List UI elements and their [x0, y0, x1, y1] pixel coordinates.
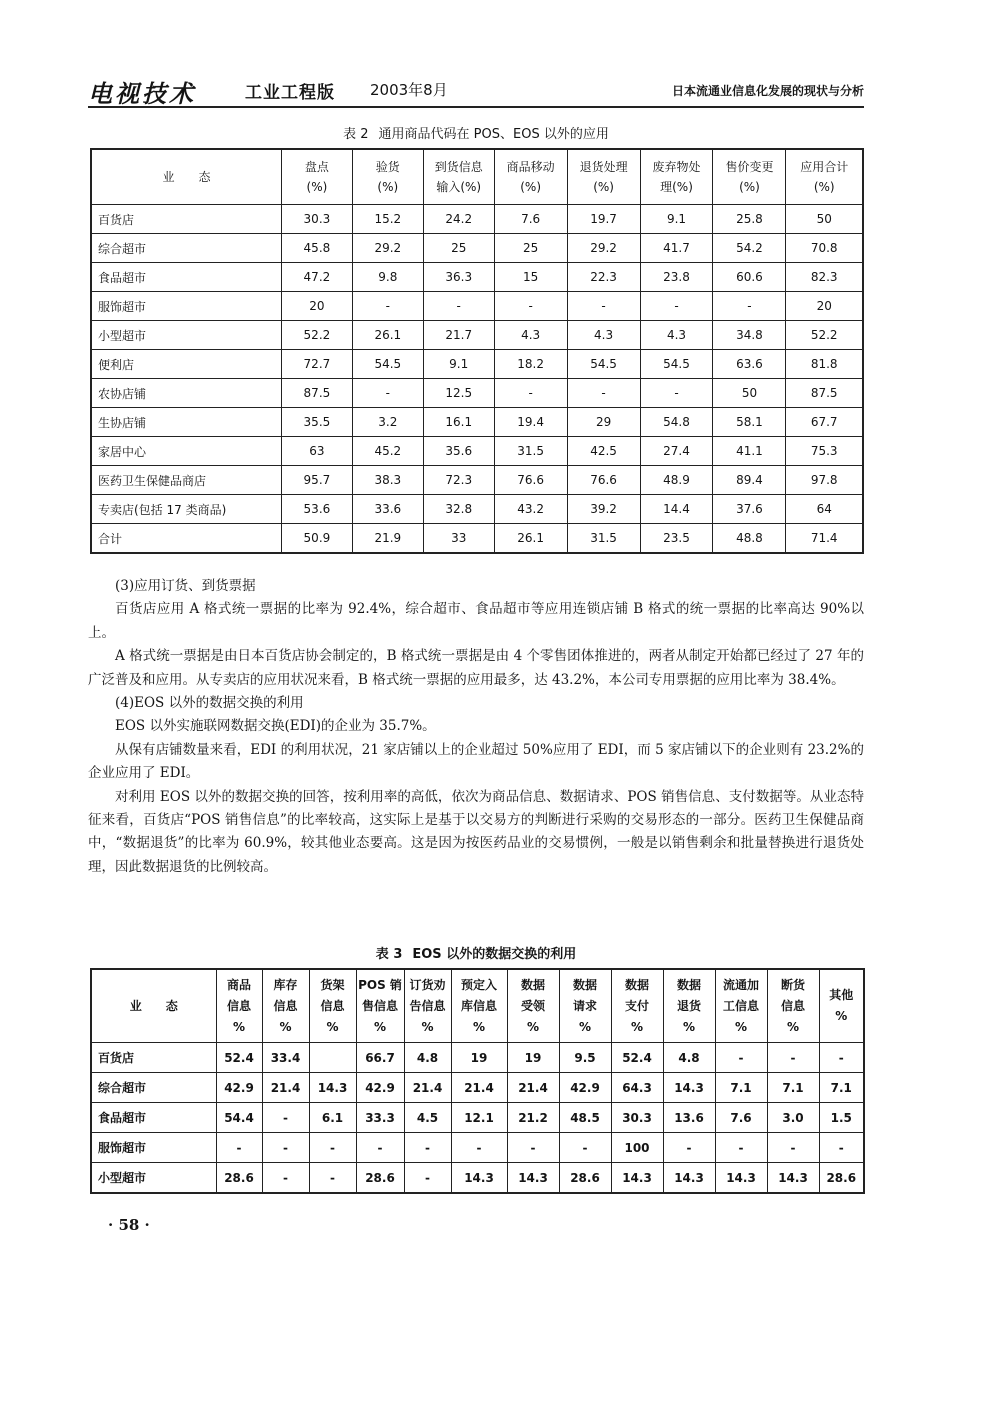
table3-cell: - [262, 1103, 309, 1133]
header-rule [88, 106, 864, 108]
table2-cell: 38.3 [352, 466, 423, 495]
body-paragraph: (3)应用订货、到货票据 [115, 578, 256, 594]
table2-col-header-line: (%) [593, 180, 614, 194]
table3-cell: 52.4 [611, 1043, 663, 1073]
table3-row-label: 服饰超市 [91, 1133, 216, 1163]
table3-col-header-line: POS 销 [358, 977, 402, 992]
table2-cell: 75.3 [786, 437, 863, 466]
table3-col-header-line: 信息 [226, 998, 251, 1013]
table3-col-header [216, 969, 262, 1043]
table3-cell: 14.3 [507, 1163, 559, 1194]
table3-col-header [819, 969, 864, 1043]
table2-row-label: 百货店 [91, 205, 281, 234]
table3-cell: - [262, 1133, 309, 1163]
body-paragraph: EOS 以外实施联网数据交换(EDI)的企业为 35.7%。 [115, 718, 436, 735]
table3-col-header-line: 数据 [520, 977, 545, 992]
table3-cell: - [451, 1133, 507, 1163]
table3-cell: 12.1 [451, 1103, 507, 1133]
table3-cell: 14.3 [663, 1163, 715, 1194]
table2-col-header [281, 149, 352, 205]
table2-cell: 20 [281, 292, 352, 321]
table3-cell: - [663, 1133, 715, 1163]
table3-col-header-line: 库存 [273, 977, 298, 992]
table3-col-header [715, 969, 767, 1043]
table3-row [91, 1163, 864, 1194]
table2-cell: 89.4 [713, 466, 786, 495]
table3-cell: 14.3 [309, 1073, 356, 1103]
table2-cell: 87.5 [281, 379, 352, 408]
table2-cell: 54.8 [640, 408, 713, 437]
table3-cell: 21.4 [262, 1073, 309, 1103]
table2-cell: 19.7 [567, 205, 640, 234]
table2-cell: 4.3 [567, 321, 640, 350]
table2-cell: 67.7 [786, 408, 863, 437]
table3-col-header-line: 数据 [676, 977, 701, 992]
running-header [88, 74, 864, 106]
table2-number: 表 2 [343, 127, 369, 142]
table2-cell: 29 [567, 408, 640, 437]
table2-cell: 76.6 [494, 466, 567, 495]
table3-col-header-line: 信息 [320, 998, 345, 1013]
table2-cell: 54.2 [713, 234, 786, 263]
table2-cell: 3.2 [352, 408, 423, 437]
table3-col-header-line: 其他 [829, 988, 854, 1002]
table2-cell: 9.8 [352, 263, 423, 292]
table3-col-header-line: % [786, 1019, 800, 1034]
table2-cell: 72.3 [423, 466, 494, 495]
table2-row-label: 便利店 [91, 350, 281, 379]
table3-row [91, 1073, 864, 1103]
table3-cell: - [262, 1163, 309, 1194]
table3-col-header [309, 969, 356, 1043]
table3-cell: 7.6 [715, 1103, 767, 1133]
table3-caption [88, 943, 864, 962]
table2-row [91, 350, 863, 379]
table3-col-header-line: % [232, 1019, 246, 1034]
table2-cell: 12.5 [423, 379, 494, 408]
table3-cell: 4.8 [404, 1043, 451, 1073]
table2-row [91, 437, 863, 466]
table3-row [91, 1103, 864, 1133]
table3-cell: - [404, 1133, 451, 1163]
table2-row [91, 495, 863, 524]
table3-cell: 14.3 [451, 1163, 507, 1194]
article-title: 日本流通业信息化发展的现状与分析 [671, 84, 864, 98]
table2-col-header-line: 输入(%) [436, 180, 482, 194]
table2-cell: - [567, 292, 640, 321]
table2-cell: 48.8 [713, 524, 786, 554]
table3-col-header-line: % [526, 1019, 540, 1034]
table2-col-header-line: (%) [520, 180, 542, 194]
table2-cell: 24.2 [423, 205, 494, 234]
table3-cell: 28.6 [819, 1163, 864, 1194]
table3-title: EOS 以外的数据交换的利用 [412, 947, 577, 962]
table3-cell: 21.4 [451, 1073, 507, 1103]
table3-col-header-line: % [472, 1019, 486, 1034]
table2-cell: 41.7 [640, 234, 713, 263]
table2-caption [88, 123, 864, 142]
table2-row [91, 466, 863, 495]
table3-cell: 48.5 [559, 1103, 611, 1133]
table3-cell: - [404, 1163, 451, 1194]
table2-cell: 87.5 [786, 379, 863, 408]
table2-cell: 29.2 [352, 234, 423, 263]
table3-col-header-line: 数据 [624, 977, 649, 992]
table2-cell: - [352, 379, 423, 408]
table2-cell: 19.4 [494, 408, 567, 437]
table3-cell: 9.5 [559, 1043, 611, 1073]
table3-cell [309, 1043, 356, 1073]
table3-col-header-line: 告信息 [409, 998, 446, 1013]
table3-col-header-line: 订货劝 [409, 977, 446, 992]
table3-col-header-line: % [734, 1019, 748, 1034]
table2-cell: 58.1 [713, 408, 786, 437]
table2-cell: 33 [423, 524, 494, 554]
table2-row [91, 379, 863, 408]
table2-cell: 29.2 [567, 234, 640, 263]
table2-cell: 4.3 [640, 321, 713, 350]
table2-cell: 20 [786, 292, 863, 321]
table2-col-header [352, 149, 423, 205]
table3-corner: 业 态 [91, 969, 216, 1043]
table2-cell: 50 [786, 205, 863, 234]
body-paragraph: 从保有店铺数量来看，EDI 的利用状况，21 家店铺以上的企业超过 50%应用了 EDI，而 5 家店铺以下的企业则有 23.2%的企业应用了 EDI。 [88, 741, 864, 782]
table2-col-header-line: 应用合计 [800, 160, 849, 174]
table2-row-label: 综合超市 [91, 234, 281, 263]
table2-cell: 35.6 [423, 437, 494, 466]
table2-cell: - [640, 379, 713, 408]
table2-col-header [713, 149, 786, 205]
table2-col-header [423, 149, 494, 205]
table2-cell: 48.9 [640, 466, 713, 495]
table2-col-header-line: (%) [813, 180, 835, 194]
table3-row [91, 1043, 864, 1073]
table3-cell: - [819, 1043, 864, 1073]
table2-cell: 63 [281, 437, 352, 466]
table2-cell: 21.9 [352, 524, 423, 554]
table3-col-header [451, 969, 507, 1043]
body-paragraph: 对利用 EOS 以外的数据交换的回答，按利用率的高低，依次为商品信息、数据请求、POS 销售信息、支付数据等。从业态特征来看，百货店“POS 销售信息”的比率较高，这实际上是基于以交易方的判断进行采购的交易形态的一部分。医药卫生保健品商中，“数据退货”的比率为 60.9%，较其他业态要高。这是因为按医药品业的交易惯例，一般是以销售剩余和批量替换进行退货处理，因此数据退货的比例较高。 [88, 788, 864, 875]
issue-date: 2003年8月 [370, 81, 448, 99]
table3-cell: 14.3 [663, 1073, 715, 1103]
table3-cell: 14.3 [611, 1163, 663, 1194]
table3-col-header-line: 请求 [572, 998, 597, 1013]
journal-edition: 工业工程版 [245, 83, 335, 103]
table3-cell: 64.3 [611, 1073, 663, 1103]
table3-cell: 100 [611, 1133, 663, 1163]
table2-cell: 21.7 [423, 321, 494, 350]
table2-row-label: 小型超市 [91, 321, 281, 350]
table3-cell: 4.8 [663, 1043, 715, 1073]
table2-col-header-line: 理(%) [660, 180, 693, 194]
table3-cell: 6.1 [309, 1103, 356, 1133]
table3-row-label: 小型超市 [91, 1163, 216, 1194]
table2-row [91, 263, 863, 292]
table2-cell: 9.1 [423, 350, 494, 379]
table3-cell: 1.5 [819, 1103, 864, 1133]
table3-col-header [611, 969, 663, 1043]
table2-cell: 35.5 [281, 408, 352, 437]
table2-col-header-line: (%) [739, 180, 760, 194]
table2-cell: 25 [423, 234, 494, 263]
table3-cell: - [819, 1133, 864, 1163]
table3-cell: 28.6 [559, 1163, 611, 1194]
body-paragraph: (4)EOS 以外的数据交换的利用 [115, 695, 304, 712]
table2-col-header [494, 149, 567, 205]
table2-cell: 60.6 [713, 263, 786, 292]
journal-name: 电视技术 [88, 79, 196, 108]
table2 [90, 148, 864, 554]
table2-col-header-line: 废弃物处 [652, 160, 701, 174]
table3-col-header [663, 969, 715, 1043]
table2-row [91, 408, 863, 437]
table2-cell: 54.5 [640, 350, 713, 379]
table2-cell: 97.8 [786, 466, 863, 495]
table2-col-header-line: 盘点 [304, 160, 329, 174]
table3-cell: 19 [507, 1043, 559, 1073]
table3-cell: 14.3 [767, 1163, 819, 1194]
table2-cell: 26.1 [494, 524, 567, 554]
table2-cell: 64 [786, 495, 863, 524]
table3-col-header-line: 受领 [520, 998, 545, 1013]
table2-row-label: 农协店铺 [91, 379, 281, 408]
table3-cell: - [216, 1133, 262, 1163]
table3-cell: 19 [451, 1043, 507, 1073]
table2-cell: 31.5 [494, 437, 567, 466]
table2-col-header [640, 149, 713, 205]
table2-col-header [786, 149, 863, 205]
table2-cell: 47.2 [281, 263, 352, 292]
table2-cell: 39.2 [567, 495, 640, 524]
table3-col-header-line: % [373, 1019, 387, 1034]
table2-col-header-line: 退货处理 [579, 160, 628, 174]
table2-cell: 43.2 [494, 495, 567, 524]
table3-col-header-line: 货架 [320, 977, 345, 992]
table2-cell: 18.2 [494, 350, 567, 379]
table3-cell: - [767, 1133, 819, 1163]
table2-cell: 33.6 [352, 495, 423, 524]
table2-cell: 95.7 [281, 466, 352, 495]
table2-cell: 26.1 [352, 321, 423, 350]
table2-row-label: 专卖店(包括 17 类商品) [91, 495, 281, 524]
table2-col-header-line: 验货 [375, 160, 400, 174]
table3-cell: 21.2 [507, 1103, 559, 1133]
table3-cell: 7.1 [715, 1073, 767, 1103]
table2-cell: - [494, 292, 567, 321]
table3-cell: 54.4 [216, 1103, 262, 1133]
table2-cell: 23.8 [640, 263, 713, 292]
table2-cell: 63.6 [713, 350, 786, 379]
table2-cell: 15 [494, 263, 567, 292]
table2-cell: 36.3 [423, 263, 494, 292]
table2-row-label: 服饰超市 [91, 292, 281, 321]
table2-cell: 52.2 [786, 321, 863, 350]
table3-col-header-line: % [326, 1019, 339, 1034]
table2-cell: 70.8 [786, 234, 863, 263]
table3-cell: 66.7 [356, 1043, 404, 1073]
table2-cell: - [713, 292, 786, 321]
table3-col-header-line: % [630, 1019, 644, 1034]
table2-col-header-line: (%) [306, 180, 328, 194]
table2-cell: 54.5 [352, 350, 423, 379]
table2-row-label: 合计 [91, 524, 281, 554]
table2-cell: 7.6 [494, 205, 567, 234]
table3-col-header-line: 断货 [780, 977, 805, 992]
table2-cell: 30.3 [281, 205, 352, 234]
table3-cell: 7.1 [767, 1073, 819, 1103]
table2-cell: - [494, 379, 567, 408]
table2-title: 通用商品代码在 POS、EOS 以外的应用 [378, 127, 609, 142]
table3-cell: 42.9 [216, 1073, 262, 1103]
table3-col-header [767, 969, 819, 1043]
table2-col-header [567, 149, 640, 205]
body-text [88, 575, 864, 879]
table2-cell: 32.8 [423, 495, 494, 524]
table3-cell: 28.6 [216, 1163, 262, 1194]
table2-row-label: 食品超市 [91, 263, 281, 292]
table3-cell: 13.6 [663, 1103, 715, 1133]
table2-row [91, 524, 863, 554]
table3-cell: 42.9 [559, 1073, 611, 1103]
table2-cell: 45.8 [281, 234, 352, 263]
table3-number: 表 3 [375, 947, 403, 962]
table3-col-header [262, 969, 309, 1043]
table3-col-header-line: % [578, 1019, 592, 1034]
table2-cell: - [567, 379, 640, 408]
table3-col-header-line: 退货 [676, 998, 701, 1013]
table2-cell: - [640, 292, 713, 321]
table2-row [91, 205, 863, 234]
table3-cell: - [356, 1133, 404, 1163]
table2-cell: - [423, 292, 494, 321]
page-number: · 58 · [108, 1216, 150, 1234]
table3-cell: 52.4 [216, 1043, 262, 1073]
table3-cell: 4.5 [404, 1103, 451, 1133]
table2-cell: 42.5 [567, 437, 640, 466]
table3-cell: 21.4 [507, 1073, 559, 1103]
table2-row [91, 234, 863, 263]
table3-cell: - [715, 1043, 767, 1073]
table2-cell: 25.8 [713, 205, 786, 234]
table2-cell: 25 [494, 234, 567, 263]
table3-col-header-line: % [835, 1009, 848, 1023]
table3-col-header-line: % [421, 1019, 434, 1034]
table3-row-label: 食品超市 [91, 1103, 216, 1133]
table3-col-header-line: 预定入 [460, 977, 497, 992]
table2-cell: 4.3 [494, 321, 567, 350]
table3-cell: 21.4 [404, 1073, 451, 1103]
table3-col-header [404, 969, 451, 1043]
table2-cell: 71.4 [786, 524, 863, 554]
table3 [90, 968, 865, 1194]
table3-cell: 33.4 [262, 1043, 309, 1073]
table3-cell: - [309, 1163, 356, 1194]
table2-row-label: 家居中心 [91, 437, 281, 466]
table3-col-header [559, 969, 611, 1043]
table2-row-label: 医药卫生保健品商店 [91, 466, 281, 495]
table2-col-header-line: 到货信息 [434, 160, 483, 174]
table2-cell: 16.1 [423, 408, 494, 437]
table3-cell: 14.3 [715, 1163, 767, 1194]
table2-cell: 23.5 [640, 524, 713, 554]
table3-col-header-line: 售信息 [361, 998, 398, 1013]
table3-cell: 3.0 [767, 1103, 819, 1133]
table2-cell: 14.4 [640, 495, 713, 524]
table2-cell: 15.2 [352, 205, 423, 234]
table3-cell: 42.9 [356, 1073, 404, 1103]
table2-row-label: 生协店铺 [91, 408, 281, 437]
table2-col-header-line: 售价变更 [725, 160, 774, 174]
table2-cell: 22.3 [567, 263, 640, 292]
table3-cell: 28.6 [356, 1163, 404, 1194]
table2-cell: - [352, 292, 423, 321]
table2-cell: 50 [713, 379, 786, 408]
table2-cell: 72.7 [281, 350, 352, 379]
table2-cell: 31.5 [567, 524, 640, 554]
table2-col-header-line: 商品移动 [506, 160, 555, 174]
table3-col-header [507, 969, 559, 1043]
table2-corner: 业 态 [91, 149, 281, 205]
table2-cell: 76.6 [567, 466, 640, 495]
table3-col-header-line: 工信息 [722, 998, 759, 1013]
table3-col-header-line: % [682, 1019, 696, 1034]
table2-row [91, 292, 863, 321]
table3-col-header-line: 库信息 [460, 998, 497, 1013]
table2-cell: 53.6 [281, 495, 352, 524]
table3-cell: 30.3 [611, 1103, 663, 1133]
table3-cell: - [507, 1133, 559, 1163]
table2-cell: 50.9 [281, 524, 352, 554]
body-paragraph: 百货店应用 A 格式统一票据的比率为 92.4%，综合超市、食品超市等应用连锁店铺 B 格式的统一票据的比率高达 90%以上。 [88, 601, 864, 641]
table3-col-header-line: 商品 [226, 977, 251, 992]
body-paragraph: A 格式统一票据是由日本百货店协会制定的，B 格式统一票据是由 4 个零售团体推进的，两者从制定开始都已经过了 27 年的广泛普及和应用。从专卖店的应用状况来看，B 格式统一票据的应用最多，达 43.2%，本公司专用票据的应用比率为 38.4%。 [88, 648, 864, 688]
table2-cell: 81.8 [786, 350, 863, 379]
table3-col-header-line: 信息 [273, 998, 298, 1013]
table2-cell: 37.6 [713, 495, 786, 524]
table3-row [91, 1133, 864, 1163]
table3-col-header-line: 数据 [572, 977, 597, 992]
table3-cell: - [309, 1133, 356, 1163]
table2-row [91, 321, 863, 350]
table3-cell: - [559, 1133, 611, 1163]
table3-cell: - [767, 1043, 819, 1073]
table2-cell: 41.1 [713, 437, 786, 466]
table3-col-header-line: 支付 [624, 998, 649, 1013]
table2-cell: 27.4 [640, 437, 713, 466]
table3-row-label: 综合超市 [91, 1073, 216, 1103]
table3-col-header-line: 流通加 [722, 977, 759, 992]
table3-col-header-line: % [279, 1019, 292, 1034]
table2-cell: 52.2 [281, 321, 352, 350]
table3-row-label: 百货店 [91, 1043, 216, 1073]
table2-cell: 34.8 [713, 321, 786, 350]
table2-cell: 9.1 [640, 205, 713, 234]
table2-cell: 82.3 [786, 263, 863, 292]
table2-cell: 45.2 [352, 437, 423, 466]
table3-cell: 33.3 [356, 1103, 404, 1133]
table2-col-header-line: (%) [377, 180, 399, 194]
table3-col-header-line: 信息 [780, 998, 805, 1013]
table3-cell: - [715, 1133, 767, 1163]
table3-cell: 7.1 [819, 1073, 864, 1103]
table2-cell: 54.5 [567, 350, 640, 379]
table3-col-header [356, 969, 404, 1043]
